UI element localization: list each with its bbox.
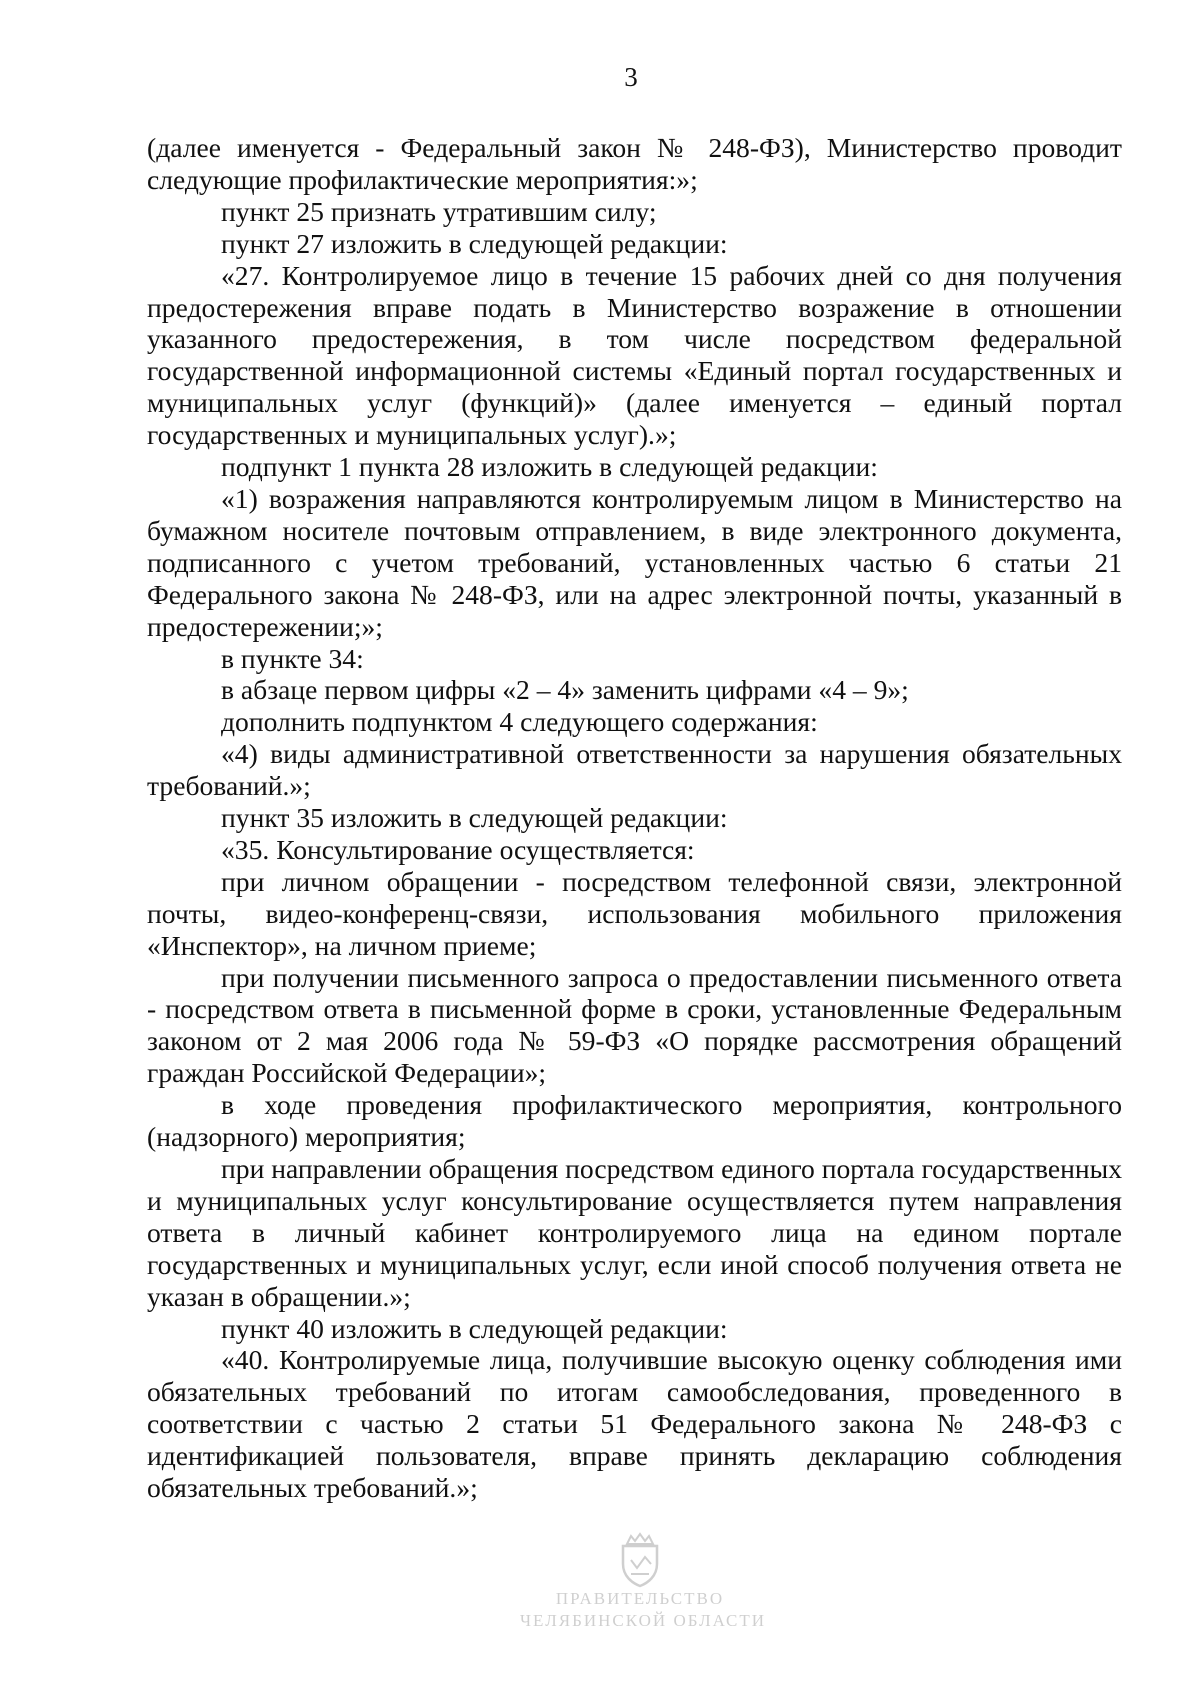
coat-of-arms-icon: [617, 1530, 663, 1588]
paragraph: пункт 27 изложить в следующей редакции:: [221, 227, 728, 259]
paragraph: пункт 40 изложить в следующей редакции:: [221, 1312, 728, 1344]
seal-line-2: ЧЕЛЯБИНСКОЙ ОБЛАСТИ: [520, 1611, 767, 1630]
paragraph: «27. Контролируемое лицо в течение 15 рабочих дней со дня получения предостережения вправе подать в Министерство возражение в отношении указанного предостережения, в том числе посредством федеральной государственной информационной системы «Единый портал государственных и муниципальных услуг (функций)» (далее именуется – единый портал государственных и муниципальных услуг).»;: [147, 259, 1122, 451]
paragraph: при получении письменного запроса о предоставлении письменного ответа - посредством ответа в письменной форме в сроки, установленные Федеральным законом от 2 мая 2006 года № 59-ФЗ «О порядке рассмотрения обращений граждан Российской Федерации»;: [147, 961, 1122, 1089]
seal-line-1: ПРАВИТЕЛЬСТВО: [555, 1589, 725, 1608]
paragraph: «1) возражения направляются контролируемым лицом в Министерство на бумажном носителе почтовым отправлением, в виде электронного документа, подписанного с учетом требований, установленных частью 6 статьи 21 Федерального закона № 248-ФЗ, или на адрес электронной почты, указанный в предостережении;»;: [147, 482, 1122, 642]
paragraph: в ходе проведения профилактического мероприятия, контрольного (надзорного) мероприятия;: [147, 1089, 1122, 1153]
paragraph: «4) виды административной ответственности за нарушения обязательных требований.»;: [147, 738, 1122, 802]
paragraph: в пункте 34:: [221, 642, 364, 674]
paragraph: «35. Консультирование осуществляется:: [221, 833, 695, 865]
paragraph: (далее именуется - Федеральный закон № 248-ФЗ), Министерство проводит следующие профилактические мероприятия:»;: [147, 132, 1122, 195]
government-seal: [520, 1530, 767, 1660]
document-body: [147, 132, 1122, 1504]
paragraph: при личном обращении - посредством телефонной связи, электронной почты, видео-конференц-связи, использования мобильного приложения «Инспектор», на личном приеме;: [147, 865, 1122, 961]
paragraph: при направлении обращения посредством единого портала государственных и муниципальных услуг консультирование осуществляется путем направления ответа в личный кабинет контролируемого лица на едином портале государственных и муниципальных услуг, если иной способ получения ответа не указан в обращении.»;: [147, 1153, 1122, 1312]
paragraph: пункт 25 признать утратившим силу;: [221, 195, 657, 227]
paragraph: пункт 35 изложить в следующей редакции:: [221, 802, 728, 834]
paragraph: «40. Контролируемые лица, получившие высокую оценку соблюдения ими обязательных требований по итогам самообследования, проведенного в соответствии с частью 2 статьи 51 Федерального закона № 248-ФЗ с идентификацией пользователя, вправе принять декларацию соблюдения обязательных требований.»;: [147, 1344, 1122, 1504]
page-number: 3: [624, 62, 638, 92]
paragraph: дополнить подпунктом 4 следующего содержания:: [221, 706, 818, 738]
paragraph: подпункт 1 пункта 28 изложить в следующей редакции:: [221, 451, 878, 483]
paragraph: в абзаце первом цифры «2 – 4» заменить цифрами «4 – 9»;: [221, 674, 909, 706]
